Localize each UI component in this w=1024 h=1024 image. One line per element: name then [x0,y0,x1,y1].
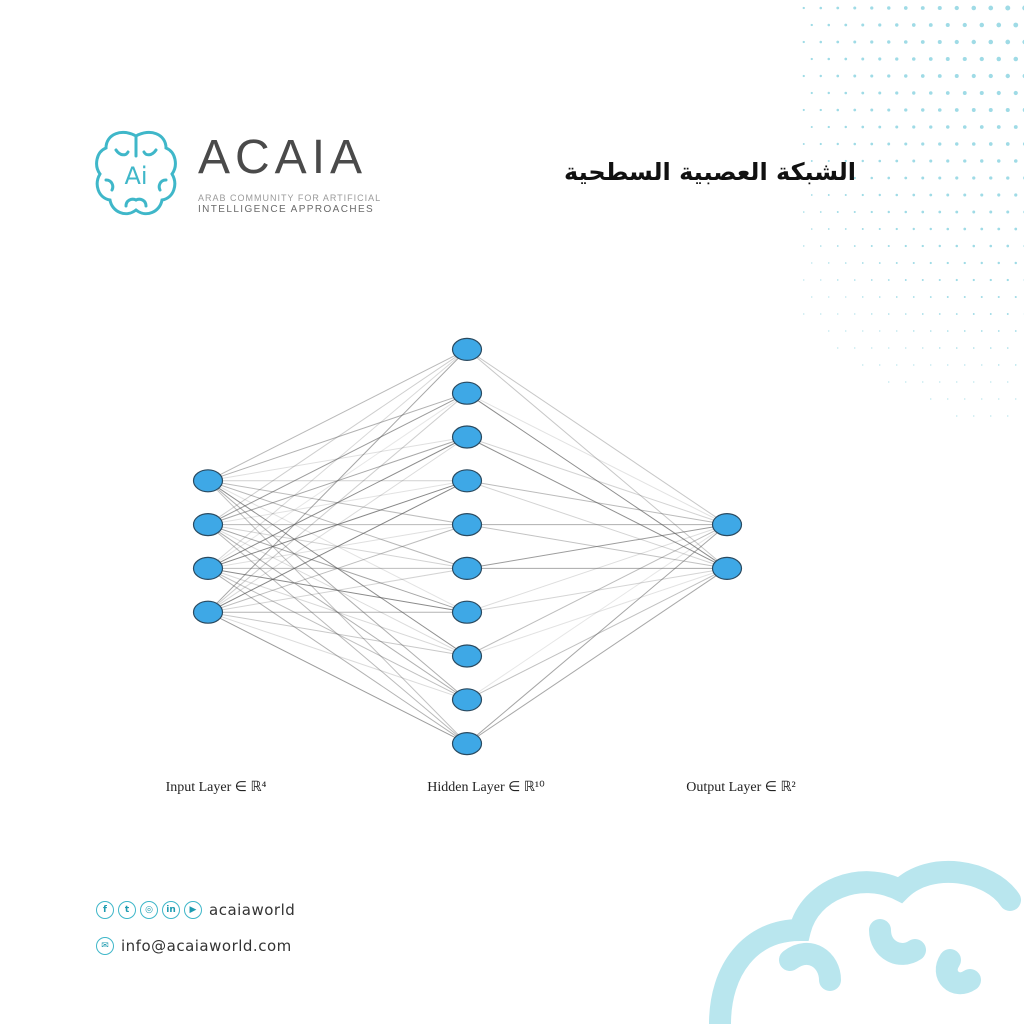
edge-l1-3-0 [467,481,727,525]
social-row [96,901,295,919]
tagline-line2: INTELLIGENCE APPROACHES [198,204,375,215]
page-title: الشبكة العصبية السطحية [564,158,856,186]
edge-l0-0-0 [208,349,467,480]
node-layer1-1 [453,382,482,404]
edge-l0-3-1 [208,393,467,612]
node-layer2-1 [713,557,742,579]
node-layer0-2 [194,557,223,579]
edge-l1-9-1 [467,568,727,743]
node-layer2-0 [713,514,742,536]
edge-l0-3-9 [208,612,467,743]
node-layer1-7 [453,645,482,667]
brand-name: ACAIA [198,131,368,184]
node-layer0-0 [194,470,223,492]
edge-l1-1-0 [467,393,727,524]
email-link[interactable]: info@acaiaworld.com [121,937,292,955]
email-row [96,937,292,955]
decorative-brain-icon [700,850,1024,1024]
node-layer0-1 [194,514,223,536]
linkedin-icon[interactable]: in [162,901,180,919]
edge-l1-7-0 [467,525,727,656]
edge-l0-3-8 [208,612,467,700]
hidden-layer-label: Hidden Layer ∈ ℝ¹⁰ [427,780,545,795]
social-handle[interactable]: acaiaworld [209,901,296,919]
node-layer1-9 [453,733,482,755]
node-layer1-2 [453,426,482,448]
edge-l1-8-0 [467,525,727,700]
edge-l0-3-7 [208,612,467,656]
node-layer1-3 [453,470,482,492]
node-layer1-5 [453,557,482,579]
edge-l0-1-0 [208,349,467,524]
mail-icon: ✉ [96,937,114,955]
logo-mark-text: Ai [124,162,148,190]
node-layer1-4 [453,514,482,536]
instagram-icon[interactable]: ◎ [140,901,158,919]
tagline-line1: ARAB COMMUNITY FOR ARTIFICIAL [198,193,382,203]
edge-l1-0-0 [467,349,727,524]
edge-l1-2-0 [467,437,727,525]
output-layer-label: Output Layer ∈ ℝ² [686,780,796,795]
facebook-icon[interactable]: f [96,901,114,919]
node-layer1-6 [453,601,482,623]
node-layer1-8 [453,689,482,711]
edge-l0-2-0 [208,349,467,568]
input-layer-label: Input Layer ∈ ℝ⁴ [165,780,267,795]
twitter-icon[interactable]: t [118,901,136,919]
node-layer1-0 [453,338,482,360]
node-layer0-3 [194,601,223,623]
youtube-icon[interactable]: ▶ [184,901,202,919]
edge-l1-9-0 [467,525,727,744]
